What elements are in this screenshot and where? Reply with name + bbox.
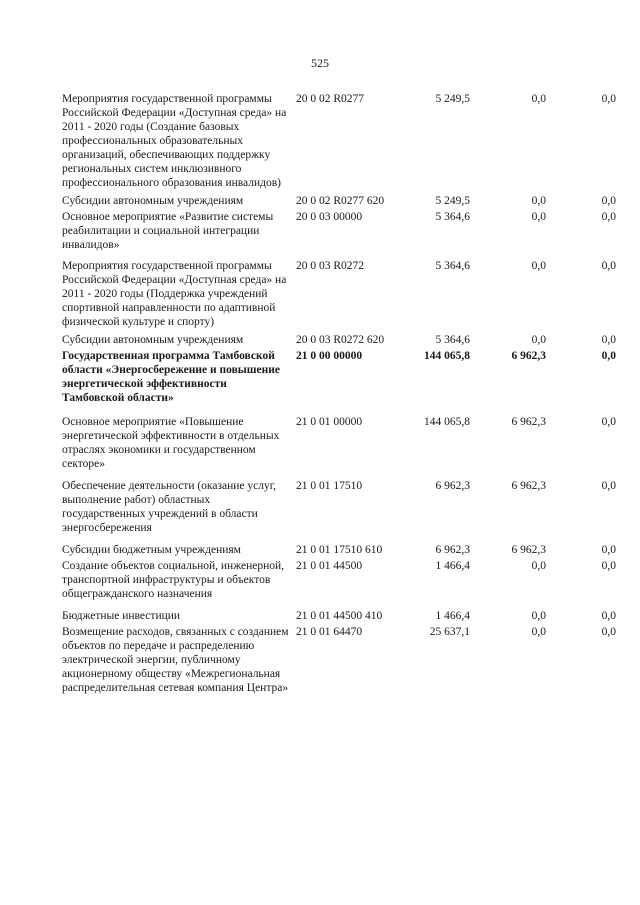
table-row — [0, 259, 640, 329]
row-code: 20 0 03 R0272 620 — [296, 334, 385, 346]
row-value-3: 0,0 — [601, 626, 616, 638]
row-value-3: 0,0 — [601, 416, 616, 428]
page-number: 525 — [311, 56, 329, 70]
table-row — [0, 479, 640, 535]
row-name: Обеспечение деятельности (оказание услуг, выполнение работ) областных государственных учреждений в области энергосбережения — [62, 480, 277, 534]
row-name: Государственная программа Тамбовской области «Энергосбережение и повышение энергетической эффективности Тамбовской области» — [62, 350, 280, 404]
row-code: 20 0 03 R0272 — [296, 260, 365, 272]
row-value-2: 0,0 — [531, 610, 546, 622]
row-name: Мероприятия государственной программы Российской Федерации «Доступная среда» на 2011 - 2020 годы (Поддержка учреждений спортивной направленности по адаптивной физической культуре и спорту) — [62, 260, 287, 328]
row-value-2: 6 962,3 — [511, 480, 546, 492]
row-value-1: 25 637,1 — [429, 626, 470, 638]
table-row — [0, 415, 640, 471]
row-value-3: 0,0 — [601, 610, 616, 622]
row-value-2: 0,0 — [531, 260, 546, 272]
table-row — [0, 609, 640, 623]
row-value-1: 6 962,3 — [435, 480, 470, 492]
row-value-2: 0,0 — [531, 211, 546, 223]
row-name: Основное мероприятие «Развитие системы реабилитации и социальной интеграции инвалидов» — [62, 211, 274, 251]
row-name: Основное мероприятие «Повышение энергетической эффективности в отдельных отраслях экономики и государственном секторе» — [62, 416, 280, 470]
row-value-2: 0,0 — [531, 626, 546, 638]
row-value-3: 0,0 — [601, 93, 616, 105]
row-value-1: 5 364,6 — [435, 334, 470, 346]
row-value-1: 6 962,3 — [435, 544, 470, 556]
table-row — [0, 333, 640, 347]
table-row — [0, 625, 640, 695]
row-code: 21 0 01 17510 610 — [296, 544, 383, 556]
table-row — [0, 559, 640, 601]
row-name: Мероприятия государственной программы Российской Федерации «Доступная среда» на 2011 - 2020 годы (Создание базовых профессиональных образовательных организаций, обеспечивающих поддержку региональных систем инклюзивного профессионального образования инвалидов) — [62, 93, 287, 189]
row-value-3: 0,0 — [601, 350, 616, 362]
row-name: Субсидии бюджетным учреждениям — [62, 544, 241, 556]
row-value-3: 0,0 — [601, 211, 616, 223]
table-row — [0, 349, 640, 405]
row-name: Субсидии автономным учреждениям — [62, 195, 244, 207]
row-value-3: 0,0 — [601, 260, 616, 272]
row-value-2: 0,0 — [531, 334, 546, 346]
row-value-1: 144 065,8 — [424, 350, 470, 362]
row-code: 21 0 01 64470 — [296, 626, 363, 638]
row-name: Возмещение расходов, связанных с созданием объектов по передаче и распределению электрической энергии, публичному акционерному обществу «Межрегиональная распределительная сетевая компания Центра» — [62, 626, 289, 694]
row-code: 20 0 03 00000 — [296, 211, 363, 223]
row-value-1: 1 466,4 — [435, 610, 470, 622]
row-value-1: 5 364,6 — [435, 211, 470, 223]
row-value-1: 5 249,5 — [435, 93, 470, 105]
row-name: Бюджетные инвестиции — [62, 610, 181, 622]
row-code: 21 0 01 44500 — [296, 560, 363, 572]
row-value-2: 0,0 — [531, 93, 546, 105]
row-value-3: 0,0 — [601, 334, 616, 346]
row-value-1: 5 249,5 — [435, 195, 470, 207]
row-value-2: 6 962,3 — [511, 544, 546, 556]
row-name: Создание объектов социальной, инженерной, транспортной инфраструктуры и объектов общегражданского назначения — [62, 560, 285, 600]
row-value-3: 0,0 — [601, 544, 616, 556]
row-value-3: 0,0 — [601, 480, 616, 492]
row-name: Субсидии автономным учреждениям — [62, 334, 244, 346]
budget-table — [0, 92, 640, 695]
row-value-3: 0,0 — [601, 195, 616, 207]
table-row — [0, 194, 640, 208]
row-value-1: 144 065,8 — [424, 416, 470, 428]
table-row — [0, 92, 640, 190]
row-value-1: 5 364,6 — [435, 260, 470, 272]
row-value-2: 0,0 — [531, 195, 546, 207]
table-row — [0, 543, 640, 557]
row-code: 21 0 00 00000 — [296, 350, 363, 362]
row-code: 20 0 02 R0277 620 — [296, 195, 385, 207]
row-code: 21 0 01 00000 — [296, 416, 363, 428]
row-value-2: 6 962,3 — [511, 350, 546, 362]
row-code: 21 0 01 44500 410 — [296, 610, 383, 622]
table-row — [0, 210, 640, 252]
row-value-1: 1 466,4 — [435, 560, 470, 572]
row-value-2: 6 962,3 — [511, 416, 546, 428]
row-code: 20 0 02 R0277 — [296, 93, 365, 105]
row-code: 21 0 01 17510 — [296, 480, 363, 492]
row-value-3: 0,0 — [601, 560, 616, 572]
row-value-2: 0,0 — [531, 560, 546, 572]
